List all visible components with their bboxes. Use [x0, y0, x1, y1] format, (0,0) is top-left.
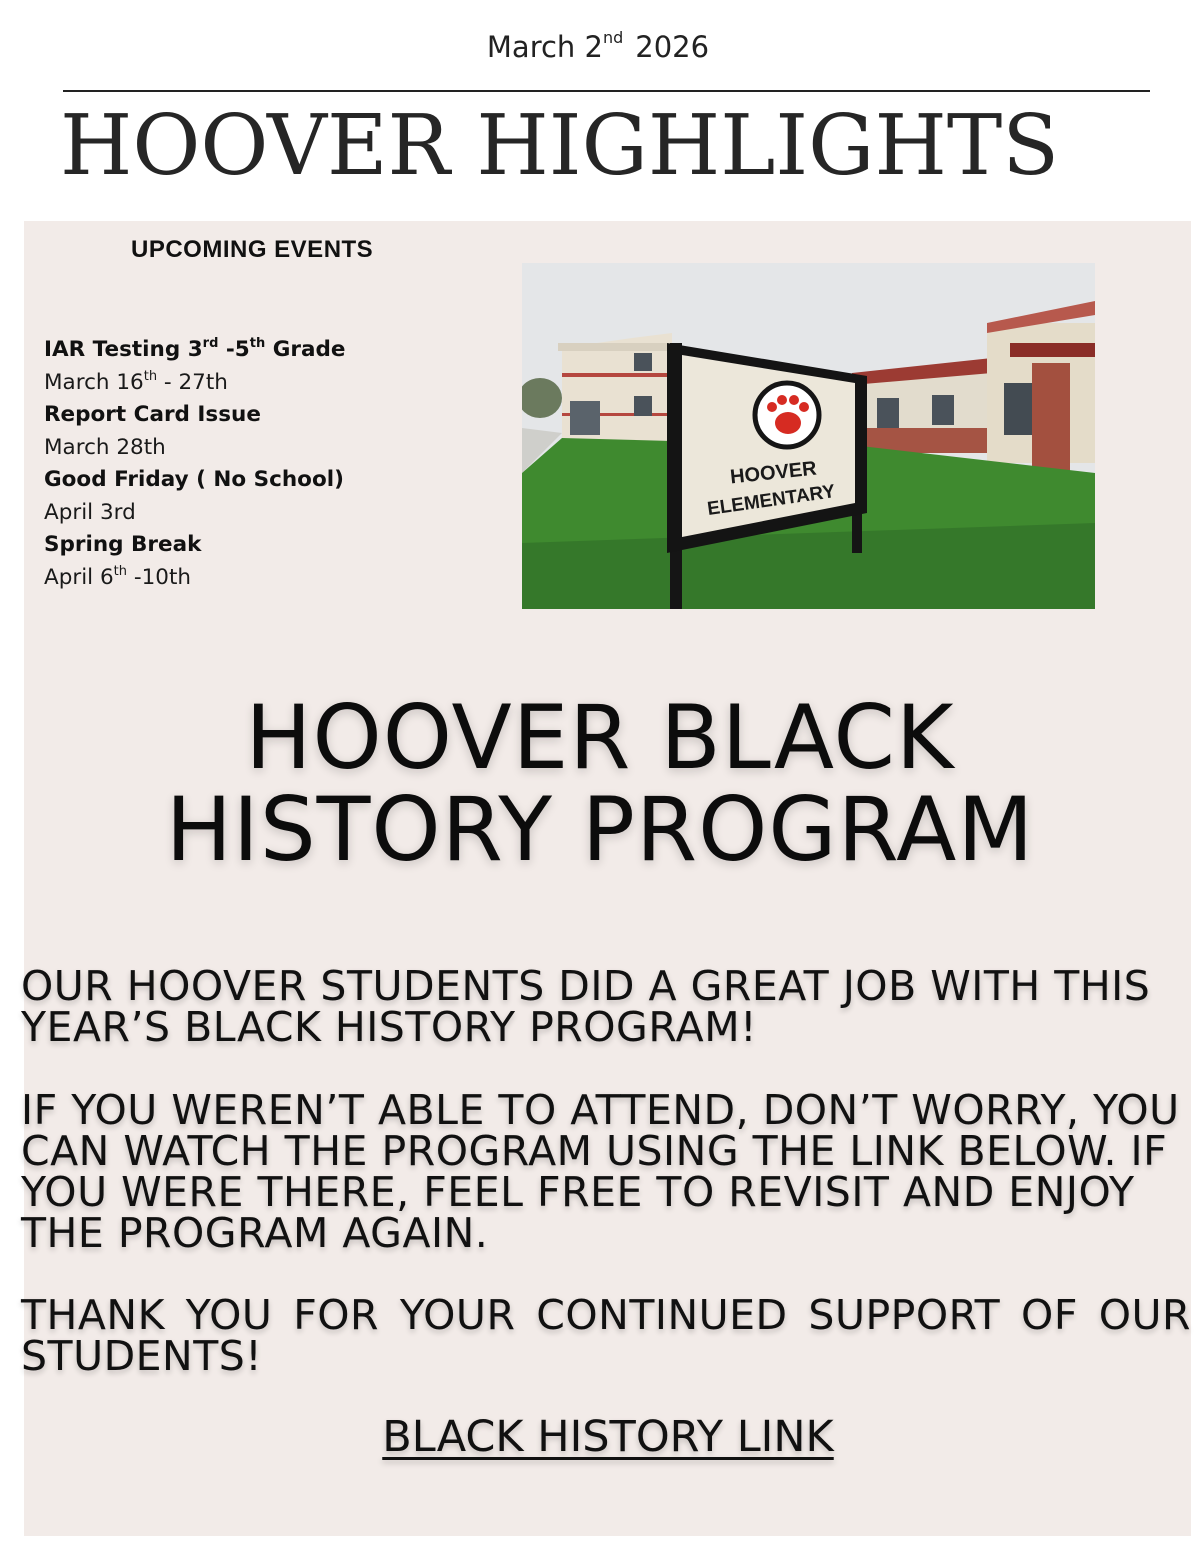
event-date: April 6th -10th: [44, 563, 192, 590]
newsletter-masthead: HOOVER HIGHLIGHTS: [60, 97, 1060, 194]
program-paragraph-3: THANK YOU FOR YOUR CONTINUED SUPPORT OF OUR STUDENTS!: [21, 1291, 1191, 1380]
event-item: [44, 464, 464, 529]
date-year: 2026: [635, 30, 710, 64]
date-suffix: nd: [602, 28, 624, 47]
events-list: [44, 334, 464, 594]
program-title-line-1: HOOVER BLACK: [245, 686, 955, 789]
event-item: [44, 334, 464, 399]
program-title: [0, 686, 1200, 881]
event-date: April 3rd: [44, 499, 136, 525]
upcoming-events-heading: UPCOMING EVENTS: [131, 236, 374, 263]
school-sign-photo: [522, 263, 1095, 609]
program-title-line-2: HISTORY PROGRAM: [165, 778, 1035, 881]
sign-line-2: ELEMENTARY: [706, 481, 837, 520]
header-rule: [63, 90, 1150, 92]
program-paragraph-1: OUR HOOVER STUDENTS DID A GREAT JOB WITH THIS YEAR’S BLACK HISTORY PROGRAM!: [21, 962, 1151, 1051]
black-history-link[interactable]: BLACK HISTORY LINK: [382, 1412, 834, 1462]
event-item: [44, 529, 464, 594]
event-name: IAR Testing 3rd -5th Grade: [44, 336, 346, 362]
event-date: March 28th: [44, 434, 166, 460]
date-month: March 2: [486, 30, 603, 64]
event-name: Spring Break: [44, 532, 202, 557]
event-date: March 16th - 27th: [44, 368, 228, 395]
program-paragraph-2: IF YOU WEREN’T ABLE TO ATTEND, DON’T WORRY, YOU CAN WATCH THE PROGRAM USING THE LINK BELOW. IF YOU WERE THERE, FEEL FREE TO REVISIT AND ENJOY THE PROGRAM AGAIN.: [21, 1086, 1180, 1257]
event-name: Good Friday ( No School): [44, 467, 344, 492]
event-name: Report Card Issue: [44, 402, 261, 427]
issue-date: [0, 28, 1200, 64]
sign-line-1: HOOVER: [729, 457, 818, 489]
event-item: [44, 399, 464, 464]
